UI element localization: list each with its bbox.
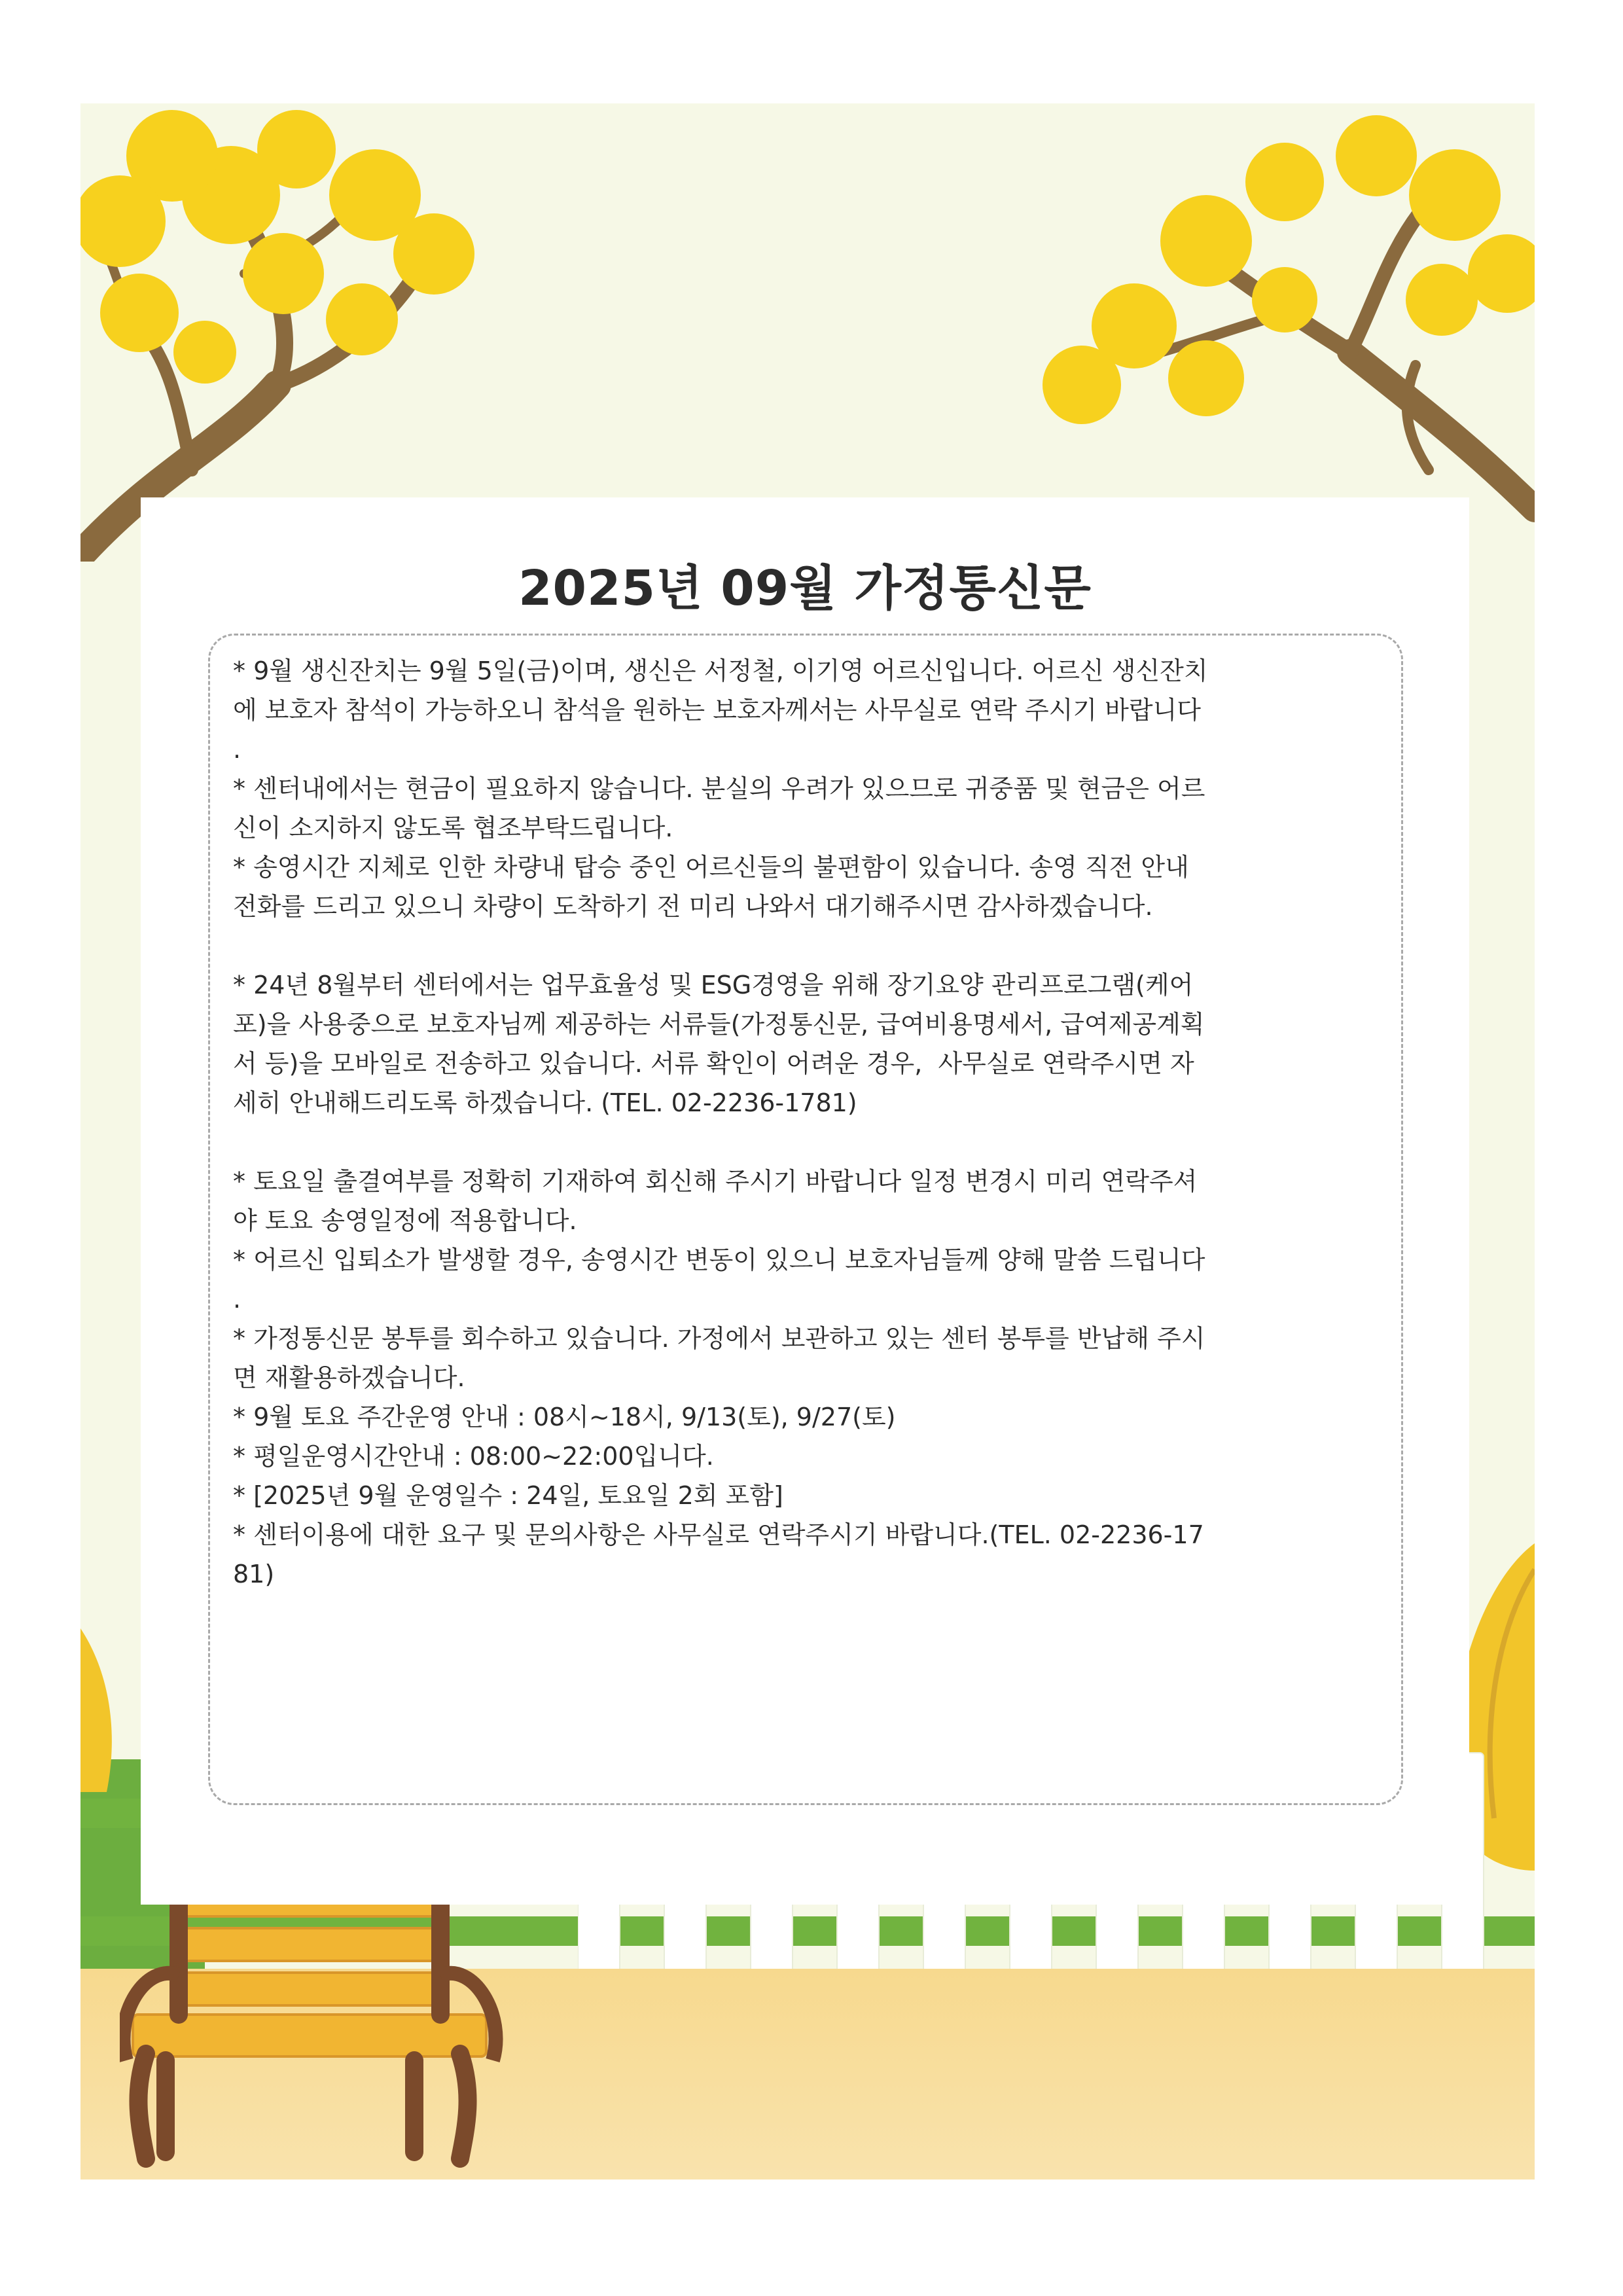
- spacer: [233, 926, 1385, 965]
- notice-line: * 토요일 출결여부를 정확히 기재하여 회신해 주시기 바랍니다 일정 변경시 미리 연락주셔: [233, 1167, 1198, 1196]
- page-title: 2025년 09월 가정통신문: [518, 560, 1092, 617]
- notice-line: .: [233, 735, 241, 764]
- notice-item: [233, 1162, 1385, 1240]
- notice-item: [233, 1397, 1385, 1437]
- notice-line: 전화를 드리고 있으니 차량이 도착하기 전 미리 나와서 대기해주시면 감사하겠습니다.: [233, 892, 1153, 921]
- notice-line: 야 토요 송영일정에 적용합니다.: [233, 1206, 577, 1235]
- notice-line: * 어르신 입퇴소가 발생할 경우, 송영시간 변동이 있으니 보호자님들께 양해 말씀 드립니다: [233, 1246, 1205, 1274]
- notice-line: * 센터이용에 대한 요구 및 문의사항은 사무실로 연락주시기 바랍니다.(TEL. 02-2236-17: [233, 1520, 1204, 1549]
- notice-list: [233, 651, 1385, 1594]
- notice-line: .: [233, 1285, 241, 1314]
- notice-item: [233, 1437, 1385, 1476]
- notice-line: * 송영시간 지체로 인한 차량내 탑승 중인 어르신들의 불편함이 있습니다. 송영 직전 안내: [233, 853, 1189, 882]
- notice-line: 서 등)을 모바일로 전송하고 있습니다. 서류 확인이 어려운 경우, 사무실로 연락주시면 자: [233, 1049, 1194, 1078]
- notice-item: [233, 1240, 1385, 1319]
- notice-item: [233, 1476, 1385, 1515]
- bush-left-illustration: [80, 1628, 120, 1792]
- notice-line: * [2025년 9월 운영일수 : 24일, 토요일 2회 포함]: [233, 1481, 783, 1510]
- notice-line: 에 보호자 참석이 가능하오니 참석을 원하는 보호자께서는 사무실로 연락 주시기 바랍니다: [233, 696, 1201, 725]
- notice-line: 81): [233, 1560, 275, 1588]
- notice-line: * 24년 8월부터 센터에서는 업무효율성 및 ESG경영을 위해 장기요양 관리프로그램(케어: [233, 971, 1194, 999]
- notice-item: [233, 1515, 1385, 1594]
- notice-item: [233, 651, 1385, 769]
- notice-line: 포)을 사용중으로 보호자님께 제공하는 서류들(가정통신문, 급여비용명세서, 급여제공계획: [233, 1010, 1205, 1039]
- notice-line: * 가정통신문 봉투를 회수하고 있습니다. 가정에서 보관하고 있는 센터 봉투를 반납해 주시: [233, 1324, 1205, 1353]
- notice-line: 면 재활용하겠습니다.: [233, 1363, 465, 1392]
- notice-line: * 9월 생신잔치는 9월 5일(금)이며, 생신은 서정철, 이기영 어르신입니다. 어르신 생신잔치: [233, 656, 1208, 685]
- notice-line: 신이 소지하지 않도록 협조부탁드립니다.: [233, 814, 673, 842]
- spacer: [233, 1122, 1385, 1162]
- notice-line: * 센터내에서는 현금이 필요하지 않습니다. 분실의 우려가 있으므로 귀중품 및 현금은 어르: [233, 774, 1205, 803]
- notice-item: [233, 965, 1385, 1122]
- notice-line: 세히 안내해드리도록 하겠습니다. (TEL. 02-2236-1781): [233, 1088, 857, 1117]
- notice-item: [233, 769, 1385, 848]
- notice-item: [233, 1319, 1385, 1397]
- tree-left-illustration: [80, 103, 539, 562]
- notice-line: * 9월 토요 주간운영 안내 : 08시~18시, 9/13(토), 9/27(토): [233, 1403, 896, 1431]
- notice-line: * 평일운영시간안내 : 08:00~22:00입니다.: [233, 1442, 714, 1471]
- notice-item: [233, 848, 1385, 926]
